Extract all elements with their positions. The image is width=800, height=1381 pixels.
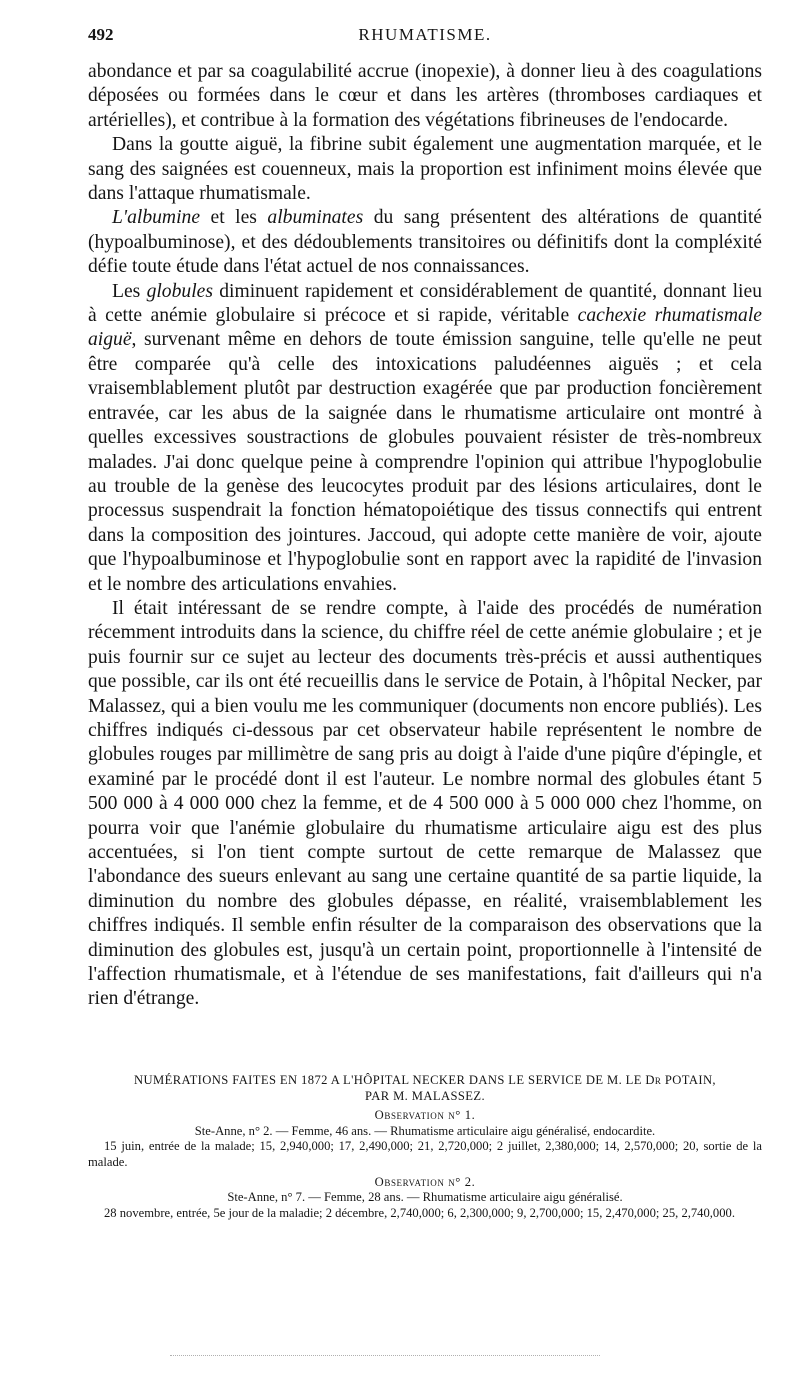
observation-2-values: 28 novembre, entrée, 5e jour de la maladie; 2 décembre, 2,740,000; 6, 2,300,000; 9, 2,700,000; 15, 2,470,000; 25, 2,740,000. — [104, 1205, 735, 1220]
observation-1-values: 15 juin, entrée de la malade; 15, 2,940,000; 17, 2,490,000; 21, 2,720,000; 2 juillet, 2,380,000; 14, 2,570,000; 20, sortie de la malade. — [88, 1139, 762, 1169]
text-run: Les — [112, 280, 147, 302]
footer-rule — [170, 1355, 600, 1356]
paragraph — [88, 60, 762, 133]
observation-2-case: Ste-Anne, n° 7. — Femme, 28 ans. — Rhumatisme articulaire aigu généralisé. — [227, 1190, 623, 1205]
numerations-caption-line-1: NUMÉRATIONS FAITES EN 1872 A L'HÔPITAL NECKER DANS LE SERVICE DE M. LE Dr POTAIN, — [134, 1073, 716, 1087]
text-run: , survenant même en dehors de toute émission sanguine, telle qu'elle ne peut être comparée qu'à celle des intoxications paludéennes aiguës ; et cela vraisemblablement plutôt par destruction exagérée que par production foncièrement entravée, car les abus de la saignée dans le rhumatisme articulaire ont montré à quelles excessives soustractions de globules pouvaient résister de très-nombreux malades. J'ai donc quelque peine à comprendre l'opinion qui attribue l'hypoglobulie au trouble de la genèse des leucocytes produit par des lésions articulaires, dont le processus suspendrait la fonction hématopoiétique des tissus connectifs qui entrent dans la composition des jointures. Jaccoud, qui adopte cette manière de voir, ajoute que l'hypoalbuminose et l'hypoglobulie sont en rapport avec la rapidité de l'invasion et le nombre des articulations envahies. — [88, 329, 762, 595]
numerations-caption-line-2: PAR M. MALASSEZ. — [364, 1088, 485, 1103]
numerations-section — [88, 1073, 762, 1221]
page-header — [88, 25, 762, 51]
italic-term: L'albumine — [112, 207, 201, 229]
body-text — [88, 60, 762, 1012]
paragraph — [88, 206, 762, 279]
observation-1-title: Observation n° 1. — [374, 1108, 476, 1123]
italic-term: globules — [146, 280, 213, 302]
text-run: Dans la goutte aiguë, la fibrine subit également une augmentation marquée, et le sang des saignées est couenneux, mais la proportion est infiniment moins élevée que dans l'attaque rhumatismale. — [88, 134, 762, 205]
text-run: diminuent rapidement et considérablement de quantité, donnant lieu à cette anémie globulaire si précoce et si rapide, véritable — [88, 280, 762, 327]
text-run: Il était intéressant de se rendre compte, à l'aide des procédés de numération récemment introduits dans la science, du chiffre réel de cette anémie globulaire ; et je puis fournir sur ce sujet au lecteur des documents très-précis et aussi authentiques que possible, car ils ont été recueillis dans le service de Potain, à l'hôpital Necker, par Malassez, qui a bien voulu me les communiquer (documents non encore publiés). Les chiffres indiqués ci-dessous par cet observateur habile représentent le nombre de globules rouges par millimètre de sang pris au doigt à l'aide d'une piqûre d'épingle, et examiné par le procédé dont il est l'auteur. Le nombre normal des globules étant 5 500 000 à 4 000 000 chez la femme, et de 4 500 000 à 5 000 000 chez l'homme, on pourra voir que l'anémie globulaire du rhumatisme articulaire aigu est des plus accentuées, si l'on tient compte surtout de cette remarque de Malassez que l'abondance des sueurs enlevant au sang une certaine quantité de sa partie liquide, la diminution du nombre des globules dépasse, en réalité, vraisemblablement les chiffres indiqués. Il semble enfin résulter de la comparaison des observations que la diminution des globules est, jusqu'à un certain point, proportionnelle à l'intensité de l'affection rhumatismale, et à l'étendue de ses manifestations, fait d'ailleurs qui n'a rien d'étrange. — [88, 597, 762, 1010]
text-run: et les — [200, 207, 268, 229]
observation-2-title: Observation n° 2. — [374, 1174, 476, 1189]
italic-term: cachexie rhumatismale aiguë — [88, 305, 762, 351]
running-title: RHUMATISME. — [358, 25, 492, 44]
paragraph — [88, 133, 762, 206]
text-run: abondance et par sa coagulabilité accrue (inopexie), à donner lieu à des coagulations déposées ou formées dans le cœur et dans les artères (thromboses cardiaques et artérielles), et contribue à la formation des végétations fibrineuses de l'endocarde. — [88, 61, 762, 131]
page-number: 492 — [88, 25, 114, 44]
observation-1-case: Ste-Anne, n° 2. — Femme, 46 ans. — Rhumatisme articulaire aigu généralisé, endocardite. — [194, 1123, 656, 1138]
paragraph — [88, 280, 762, 597]
italic-term: albuminates — [267, 207, 364, 229]
text-run: du sang présentent des altérations de quantité (hypoalbuminose), et des dédoublements transitoires ou définitifs dont la compléxité défie toute étude dans l'état actuel de nos connaissances. — [88, 207, 763, 278]
paragraph — [88, 597, 762, 1012]
